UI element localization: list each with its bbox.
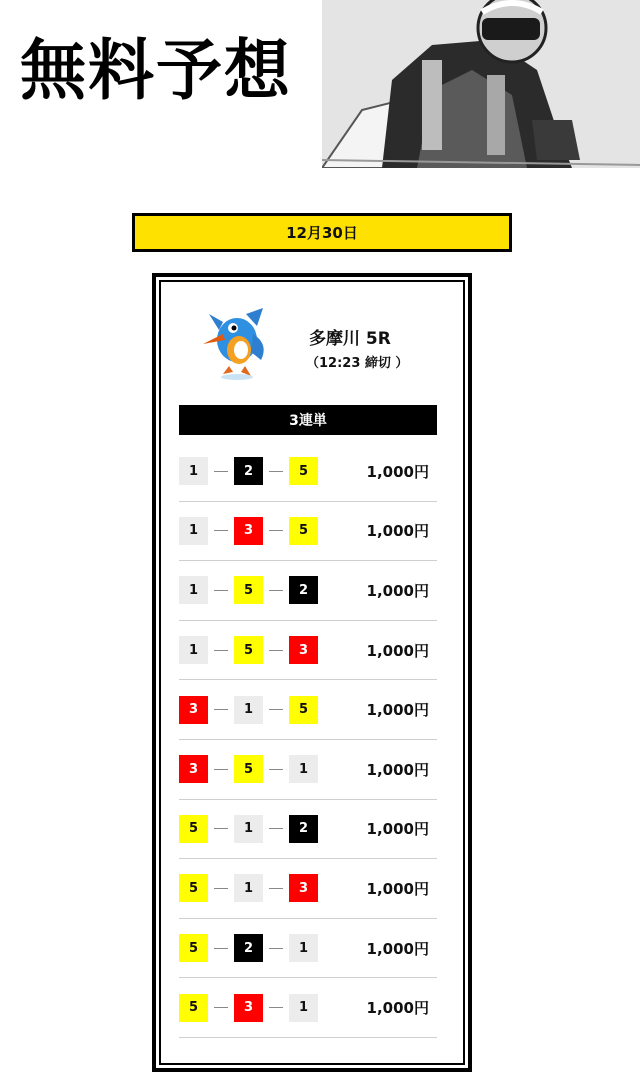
combo-separator — [263, 471, 289, 472]
bet-row — [179, 442, 437, 502]
bet-amount: 1,000円 — [366, 581, 429, 600]
bet-type-header: 3連単 — [179, 405, 437, 435]
combo-separator — [263, 709, 289, 710]
boat-number-badge: 5 — [289, 517, 318, 545]
boat-number-badge: 3 — [179, 755, 208, 783]
combo-separator — [208, 769, 234, 770]
bet-amount: 1,000円 — [366, 939, 429, 958]
boat-number-badge: 1 — [179, 517, 208, 545]
kingfisher-mascot-icon — [201, 304, 271, 382]
bet-amount: 1,000円 — [366, 522, 429, 541]
bet-row — [179, 680, 437, 740]
boat-number-badge: 5 — [289, 457, 318, 485]
combo-separator — [263, 1007, 289, 1008]
boat-number-badge: 1 — [179, 636, 208, 664]
bet-row — [179, 859, 437, 919]
combo-separator — [208, 828, 234, 829]
bet-row — [179, 978, 437, 1038]
boat-number-badge: 5 — [179, 874, 208, 902]
boat-number-badge: 5 — [179, 815, 208, 843]
race-deadline: （12:23 締切 ） — [306, 356, 409, 371]
boat-number-badge: 5 — [234, 576, 263, 604]
boat-number-badge: 3 — [289, 636, 318, 664]
boat-number-badge: 5 — [179, 934, 208, 962]
boat-number-badge: 3 — [289, 874, 318, 902]
combo-separator — [263, 769, 289, 770]
boat-racer-hero-image — [322, 0, 640, 168]
prediction-card — [152, 273, 472, 1072]
boat-number-badge: 2 — [234, 457, 263, 485]
boat-number-badge: 1 — [179, 576, 208, 604]
combo-separator — [263, 948, 289, 949]
bet-row — [179, 800, 437, 860]
combo-separator — [263, 888, 289, 889]
boat-number-badge: 2 — [289, 815, 318, 843]
page-title: 無料予想 — [20, 32, 292, 109]
boat-number-badge: 1 — [289, 934, 318, 962]
boat-number-badge: 2 — [234, 934, 263, 962]
combo-separator — [263, 530, 289, 531]
boat-number-badge: 3 — [234, 517, 263, 545]
boat-number-badge: 5 — [179, 994, 208, 1022]
boat-number-badge: 2 — [289, 576, 318, 604]
bet-row — [179, 621, 437, 681]
combo-separator — [208, 650, 234, 651]
page-header — [0, 0, 640, 168]
bet-row — [179, 561, 437, 621]
boat-number-badge: 1 — [179, 457, 208, 485]
bet-row — [179, 919, 437, 979]
combo-separator — [208, 530, 234, 531]
bet-amount: 1,000円 — [366, 641, 429, 660]
combo-separator — [263, 828, 289, 829]
bet-amount: 1,000円 — [366, 760, 429, 779]
bet-row — [179, 740, 437, 800]
bet-amount: 1,000円 — [366, 701, 429, 720]
combo-separator — [208, 590, 234, 591]
combo-separator — [208, 948, 234, 949]
combo-separator — [208, 1007, 234, 1008]
boat-number-badge: 1 — [289, 755, 318, 783]
bet-amount: 1,000円 — [366, 462, 429, 481]
boat-number-badge: 1 — [289, 994, 318, 1022]
boat-number-badge: 3 — [179, 696, 208, 724]
bet-row — [179, 502, 437, 562]
bet-amount: 1,000円 — [366, 999, 429, 1018]
date-banner: 12月30日 — [132, 213, 512, 252]
boat-number-badge: 5 — [289, 696, 318, 724]
combo-separator — [263, 650, 289, 651]
boat-number-badge: 5 — [234, 636, 263, 664]
bet-amount: 1,000円 — [366, 820, 429, 839]
bet-amount: 1,000円 — [366, 879, 429, 898]
boat-number-badge: 1 — [234, 815, 263, 843]
combo-separator — [208, 471, 234, 472]
combo-separator — [208, 709, 234, 710]
boat-number-badge: 1 — [234, 874, 263, 902]
combo-separator — [208, 888, 234, 889]
boat-number-badge: 5 — [234, 755, 263, 783]
race-venue: 多摩川 5R — [309, 329, 391, 349]
boat-number-badge: 3 — [234, 994, 263, 1022]
prediction-card-inner — [159, 280, 465, 1065]
bet-list — [179, 442, 437, 1038]
combo-separator — [263, 590, 289, 591]
boat-number-badge: 1 — [234, 696, 263, 724]
